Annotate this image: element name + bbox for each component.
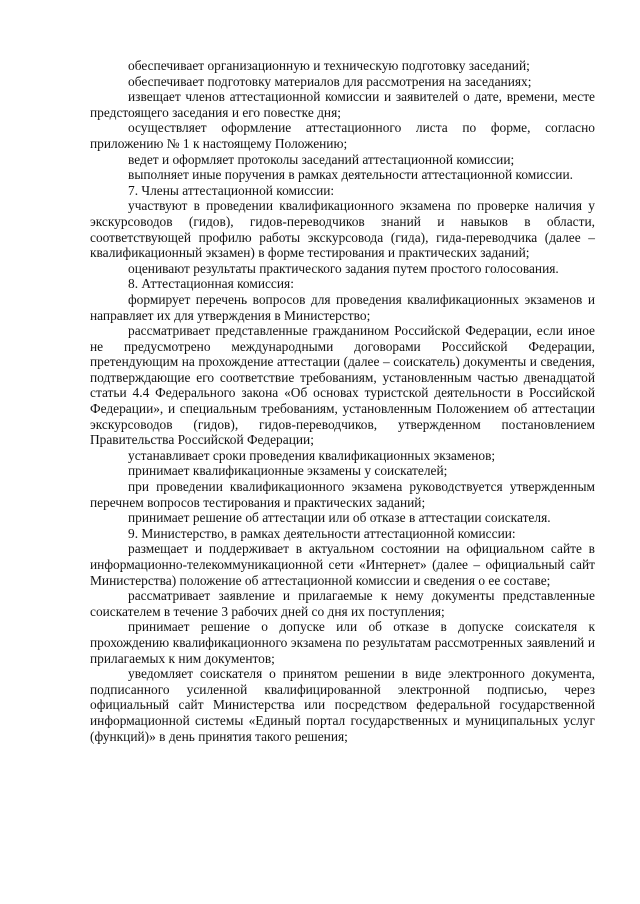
section-heading-8: 8. Аттестационная комиссия: bbox=[128, 276, 294, 292]
paragraph-applicant-notification: уведомляет соискателя о принятом решении в виде электронного документа, подписанного усиленной квалифицированной электронной подписью, через официальный сайт Министерства или посредством федеральной государственной информационной системы «Единый портал государственных и муниципальных услуг (функций)» в день принятия такого решения; bbox=[90, 666, 595, 744]
paragraph-materials-preparation: обеспечивает подготовку материалов для рассмотрения на заседаниях; bbox=[128, 73, 532, 89]
paragraph-practical-evaluation: оценивают результаты практического задания путем простого голосования. bbox=[128, 260, 559, 276]
section-heading-9: 9. Министерство, в рамках деятельности аттестационной комиссии: bbox=[128, 525, 516, 541]
paragraph-exam-guidance: при проведении квалификационного экзамена руководствуется утвержденным перечнем вопросов тестирования и практических заданий; bbox=[90, 479, 595, 510]
paragraph-document-review: рассматривает представленные гражданином Российской Федерации, если иное не предусмотрено международными договорами Российской Федерации, претендующим на прохождение аттестации (далее – соискатель) документы и сведения, подтверждающие его соответствие требованиям, установленным частью двенадцатой статьи 4.4 Федерального закона «Об основах туристской деятельности в Российской Федерации», и специальным требованиям, установленным Положением об аттестации экскурсоводов (гидов), гидов-переводчиков, утвержденном постановлением Правительства Российской Федерации; bbox=[90, 323, 595, 448]
paragraph-exam-participation: участвуют в проведении квалификационного экзамена по проверке наличия у экскурсоводов (гидов), гидов-переводчиков знаний и навыков в области, соответствующей профилю работы экскурсовода (гида), гида-переводчика (далее – квалификационный экзамен) в форме тестирования и практических заданий; bbox=[90, 198, 595, 261]
document-page bbox=[90, 58, 595, 744]
paragraph-meeting-preparation: обеспечивает организационную и техническую подготовку заседаний; bbox=[128, 58, 530, 73]
paragraph-notify-members: извещает членов аттестационной комиссии и заявителей о дате, времени, месте предстоящего заседания и его повестке дня; bbox=[90, 89, 595, 120]
paragraph-attestation-decision: принимает решение об аттестации или об отказе в аттестации соискателя. bbox=[128, 510, 551, 526]
paragraph-question-list: формирует перечень вопросов для проведения квалификационных экзаменов и направляет их для утверждения в Министерство; bbox=[90, 291, 595, 323]
section-heading-7: 7. Члены аттестационной комиссии: bbox=[128, 182, 335, 198]
paragraph-website-publication: размещает и поддерживает в актуальном состоянии на официальном сайте в информационно-телекоммуникационной сети «Интернет» (далее – официальный сайт Министерства) положение об аттестационной комиссии и сведения о ее составе; bbox=[90, 541, 595, 588]
paragraph-application-review: рассматривает заявление и прилагаемые к нему документы представленные соискателем в течение 3 рабочих дней со дня их поступления; bbox=[90, 588, 595, 619]
paragraph-exam-dates: устанавливает сроки проведения квалификационных экзаменов; bbox=[128, 447, 496, 463]
paragraph-protocols: ведет и оформляет протоколы заседаний аттестационной комиссии; bbox=[128, 151, 515, 167]
paragraph-admission-decision: принимает решение о допуске или об отказе в допуске соискателя к прохождению квалификационного экзамена по результатам рассмотренных заявлений и прилагаемых к ним документов; bbox=[90, 619, 595, 666]
paragraph-other-tasks: выполняет иные поручения в рамках деятельности аттестационной комиссии. bbox=[128, 167, 573, 183]
paragraph-attestation-sheet: осуществляет оформление аттестационного листа по форме, согласно приложению № 1 к настоящему Положению; bbox=[90, 120, 595, 151]
paragraph-accept-exams: принимает квалификационные экзамены у соискателей; bbox=[128, 463, 448, 479]
